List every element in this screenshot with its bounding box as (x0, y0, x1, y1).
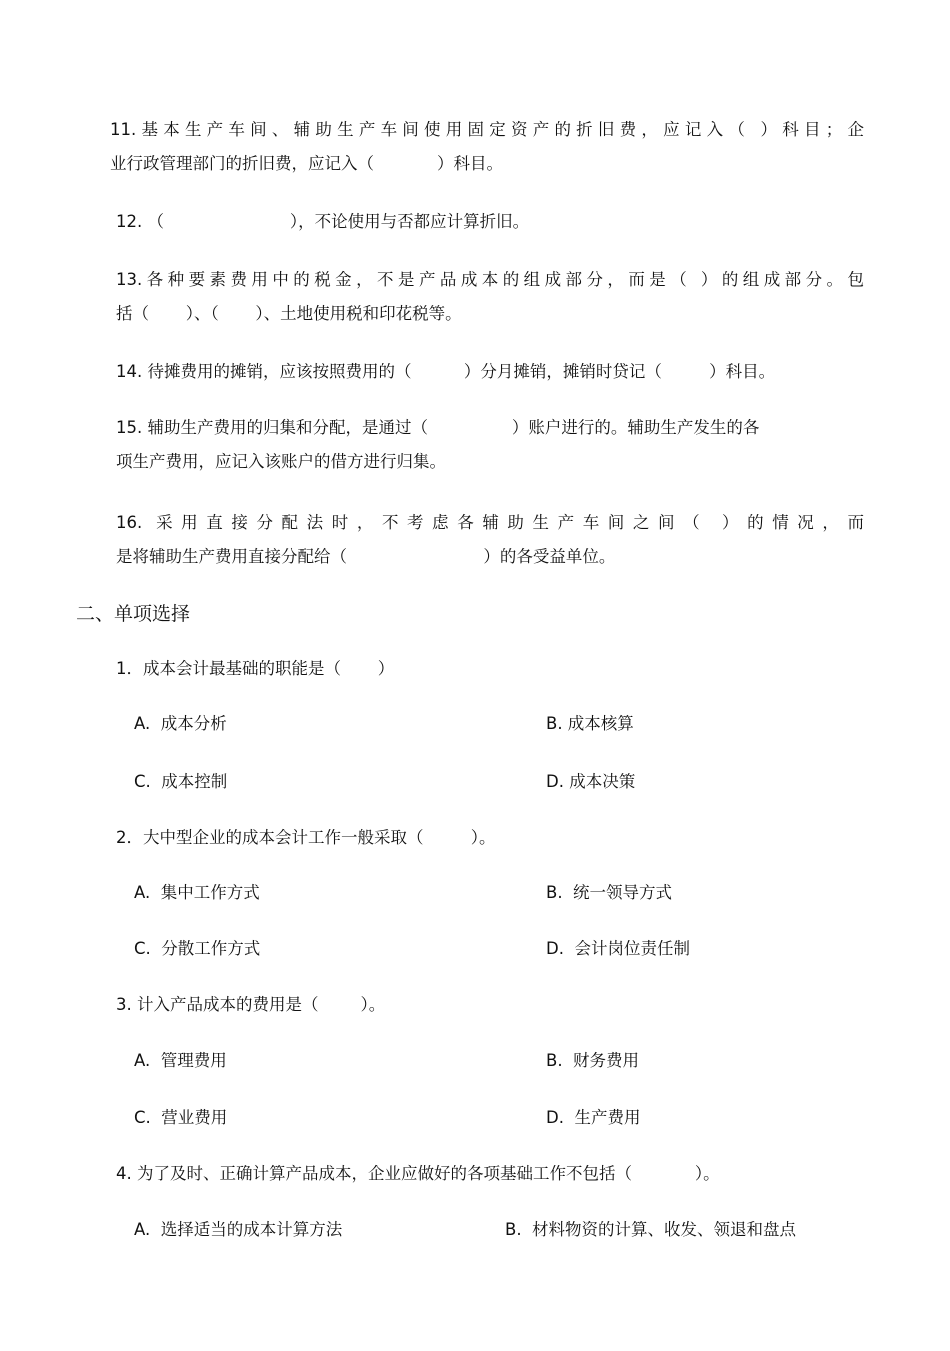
q14-line-1: 14. 待摊费用的摊销，应该按照费用的（ ）分月摊销，摊销时贷记（ ）科目。 (116, 362, 776, 381)
q12-line-1: 12. （ ），不论使用与否都应计算折旧。 (116, 212, 530, 231)
mc-q2-option-d: D. 会计岗位责任制 (546, 939, 690, 958)
mc-q1-option-b: B. 成本核算 (546, 714, 634, 733)
q15-line-2: 项生产费用，应记入该账户的借方进行归集。 (116, 452, 446, 471)
mc-q1-option-d: D. 成本决策 (546, 772, 636, 791)
mc-q3-option-b: B. 财务费用 (546, 1051, 640, 1070)
mc-q4-option-b: B. 材料物资的计算、收发、领退和盘点 (505, 1220, 797, 1239)
q11-line-2: 业行政管理部门的折旧费，应记入（ ）科目。 (110, 154, 503, 173)
mc-q4-stem: 4. 为了及时、正确计算产品成本，企业应做好的各项基础工作不包括（ ）。 (116, 1164, 720, 1183)
mc-q4-option-a: A. 选择适当的成本计算方法 (134, 1220, 343, 1239)
mc-q2-stem: 2．大中型企业的成本会计工作一般采取（ ）。 (116, 828, 496, 847)
mc-q2-option-a: A. 集中工作方式 (134, 883, 260, 902)
q13-line-2: 括（ ）、（ ）、土地使用税和印花税等。 (116, 304, 462, 323)
section-2-title: 二、单项选择 (76, 603, 191, 625)
mc-q3-option-a: A. 管理费用 (134, 1051, 227, 1070)
mc-q1-stem: 1．成本会计最基础的职能是（ ） (116, 659, 395, 678)
q15-line-1: 15. 辅助生产费用的归集和分配，是通过（ ）账户进行的。辅助生产发生的各 (116, 418, 760, 437)
mc-q2-option-c: C. 分散工作方式 (134, 939, 261, 958)
q13-line-1: 13.各种要素费用中的税金，不是产品成本的组成部分，而是（ ）的组成部分。包 (116, 270, 864, 289)
mc-q1-option-a: A. 成本分析 (134, 714, 227, 733)
mc-q1-option-c: C. 成本控制 (134, 772, 228, 791)
mc-q3-option-d: D. 生产费用 (546, 1108, 641, 1127)
mc-q3-stem: 3. 计入产品成本的费用是（ ）。 (116, 995, 386, 1014)
q16-line-2: 是将辅助生产费用直接分配给（ ）的各受益单位。 (116, 547, 616, 566)
q16-line-1: 16. 采用直接分配法时，不考虑各辅助生产车间之间（ ）的情况，而 (116, 513, 864, 532)
q11-line-1: 11.基本生产车间、辅助生产车间使用固定资产的折旧费，应记入（ ）科目；企 (110, 120, 864, 139)
mc-q2-option-b: B. 统一领导方式 (546, 883, 673, 902)
mc-q3-option-c: C. 营业费用 (134, 1108, 228, 1127)
